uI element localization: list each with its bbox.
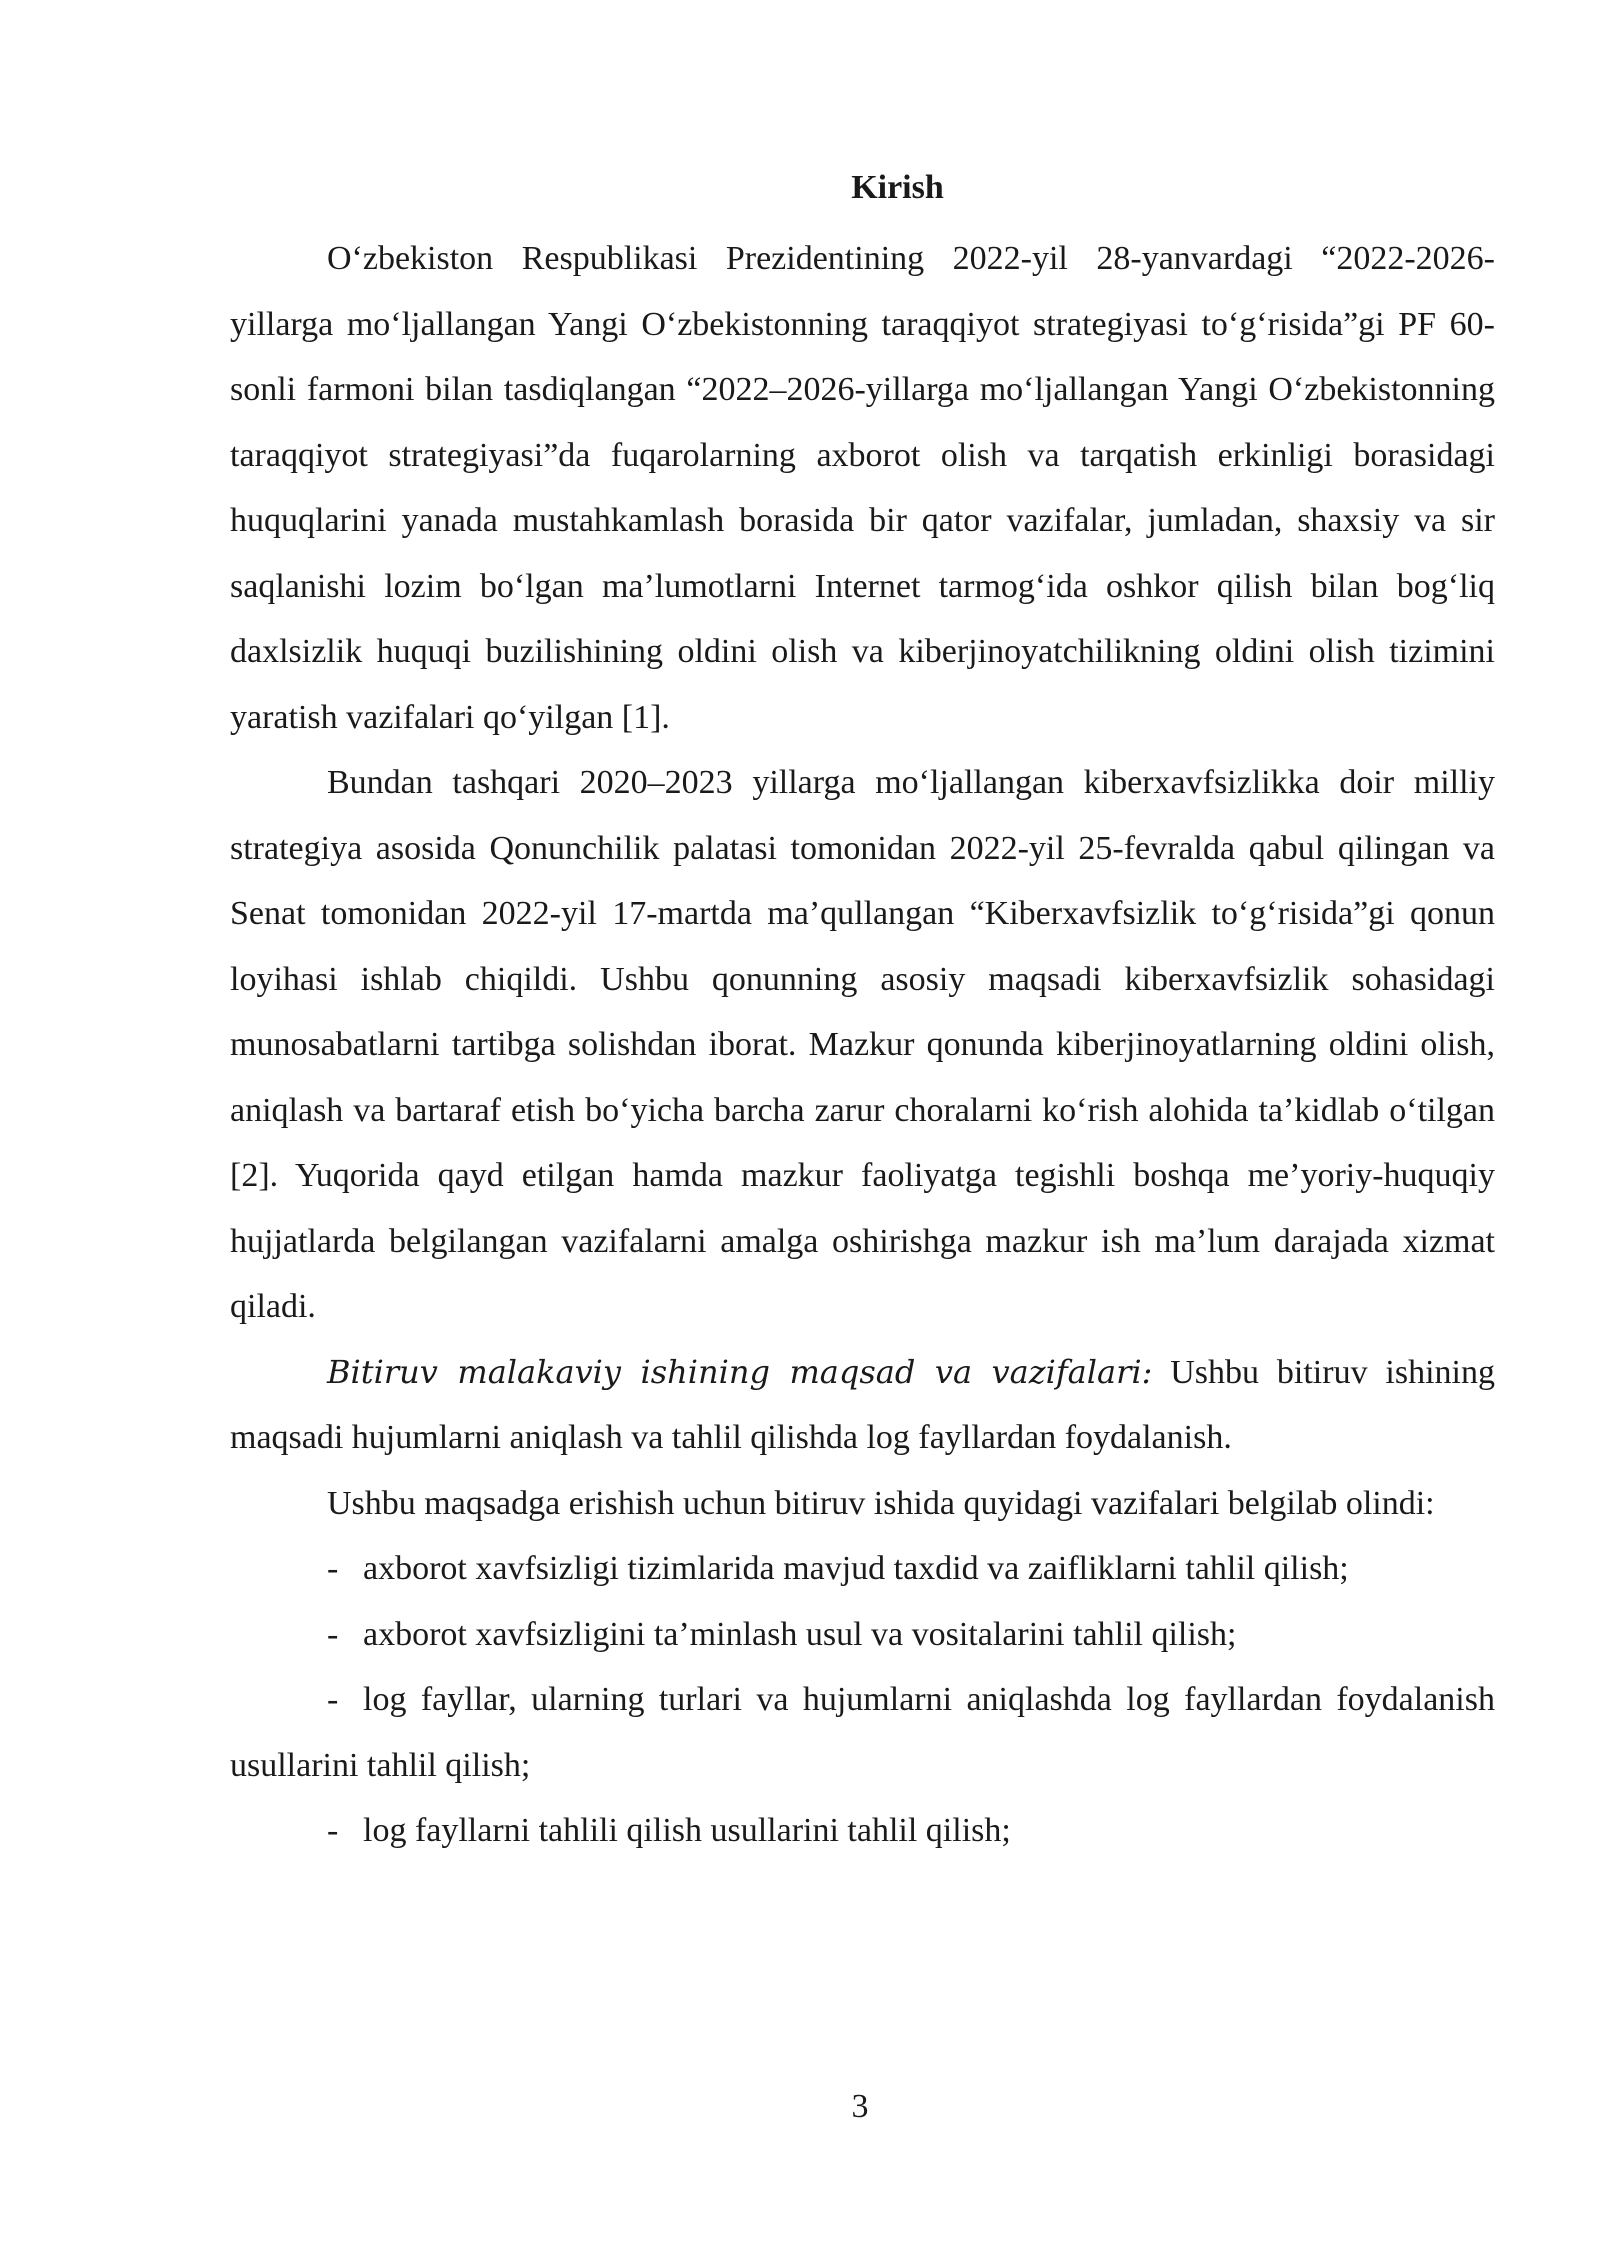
tasks-list bbox=[230, 1536, 1495, 1864]
list-item bbox=[230, 1667, 1495, 1798]
section-title: Kirish bbox=[851, 169, 944, 206]
list-item bbox=[230, 1536, 1495, 1602]
paragraph-goal bbox=[230, 1340, 1495, 1471]
list-marker: - bbox=[327, 1615, 339, 1653]
document-page bbox=[230, 160, 1495, 1864]
list-marker: - bbox=[327, 1550, 339, 1587]
list-item-text: axborot xavfsizligi tizimlarida mavjud taxdid va zaifliklarni tahlil qilish; bbox=[363, 1550, 1349, 1587]
list-item bbox=[230, 1602, 1495, 1668]
paragraph-strategy: O‘zbekiston Respublikasi Prezidentining 2022-yil 28-yanvardagi “2022-2026-yillarga mo‘ljallangan Yangi O‘zbekistonning taraqqiyot strategiyasi to‘g‘risida”gi PF 60-sonli farmoni bilan tasdiqlangan “2022–2026-yillarga mo‘ljallangan Yangi O‘zbekistonning taraqqiyot strategiyasi”da fuqarolarning axborot olish va tarqatish erkinligi borasidagi huquqlarini yanada mustahkamlash borasida bir qator vazifalar, jumladan, shaxsiy va sir saqlanishi lozim bo‘lgan ma’lumotlarni Internet tarmog‘ida oshkor qilish bilan bog‘liq daxlsizlik huquqi buzilishining oldini olish va kiberjinoyatchilikning oldini olish tizimini yaratish vazifalari qo‘yilgan [1]. bbox=[230, 240, 1495, 736]
list-item-text: log fayllarni tahlili qilish usullarini tahlil qilish; bbox=[363, 1812, 1011, 1849]
list-item-text: axborot xavfsizligini ta’minlash usul va vositalarini tahlil qilish; bbox=[363, 1615, 1237, 1653]
list-marker: - bbox=[327, 1681, 339, 1718]
list-item-text: log fayllar, ularning turlari va hujumlarni aniqlashda log fayllardan foydalanish usullarini tahlil qilish; bbox=[230, 1681, 1495, 1784]
paragraph-cybersecurity-law: Bundan tashqari 2020–2023 yillarga mo‘ljallangan kiberxavfsizlikka doir milliy strategiya asosida Qonunchilik palatasi tomonidan 2022-yil 25-fevralda qabul qilingan va Senat tomonidan 2022-yil 17-martda ma’qullangan “Kiberxavfsizlik to‘g‘risida”gi qonun loyihasi ishlab chiqildi. Ushbu qonunning asosiy maqsadi kiberxavfsizlik sohasidagi munosabatlarni tartibga solishdan iborat. Mazkur qonunda kiberjinoyatlarning oldini olish, aniqlash va bartaraf etish bo‘yicha barcha zarur choralarni ko‘rish alohida ta’kidlab o‘tilgan [2]. Yuqorida qayd etilgan hamda mazkur faoliyatga tegishli boshqa me’yoriy-huquqiy hujjatlarda belgilangan vazifalarni amalga oshirishga mazkur ish ma’lum darajada xizmat qiladi. bbox=[230, 764, 1495, 1325]
list-marker: - bbox=[327, 1812, 339, 1849]
goal-label: Bitiruv malakaviy ishining maqsad va vazifalari: bbox=[327, 1352, 1153, 1391]
page-number: 3 bbox=[851, 2088, 869, 2125]
goal-text: Ushbu bitiruv ishining maqsadi hujumlarni aniqlash va tahlil qilishda log fayllardan foydalanish. bbox=[230, 1353, 1495, 1456]
list-item bbox=[230, 1798, 1495, 1864]
paragraph-tasks-intro: Ushbu maqsadga erishish uchun bitiruv ishida quyidagi vazifalari belgilab olindi: bbox=[327, 1484, 1435, 1522]
